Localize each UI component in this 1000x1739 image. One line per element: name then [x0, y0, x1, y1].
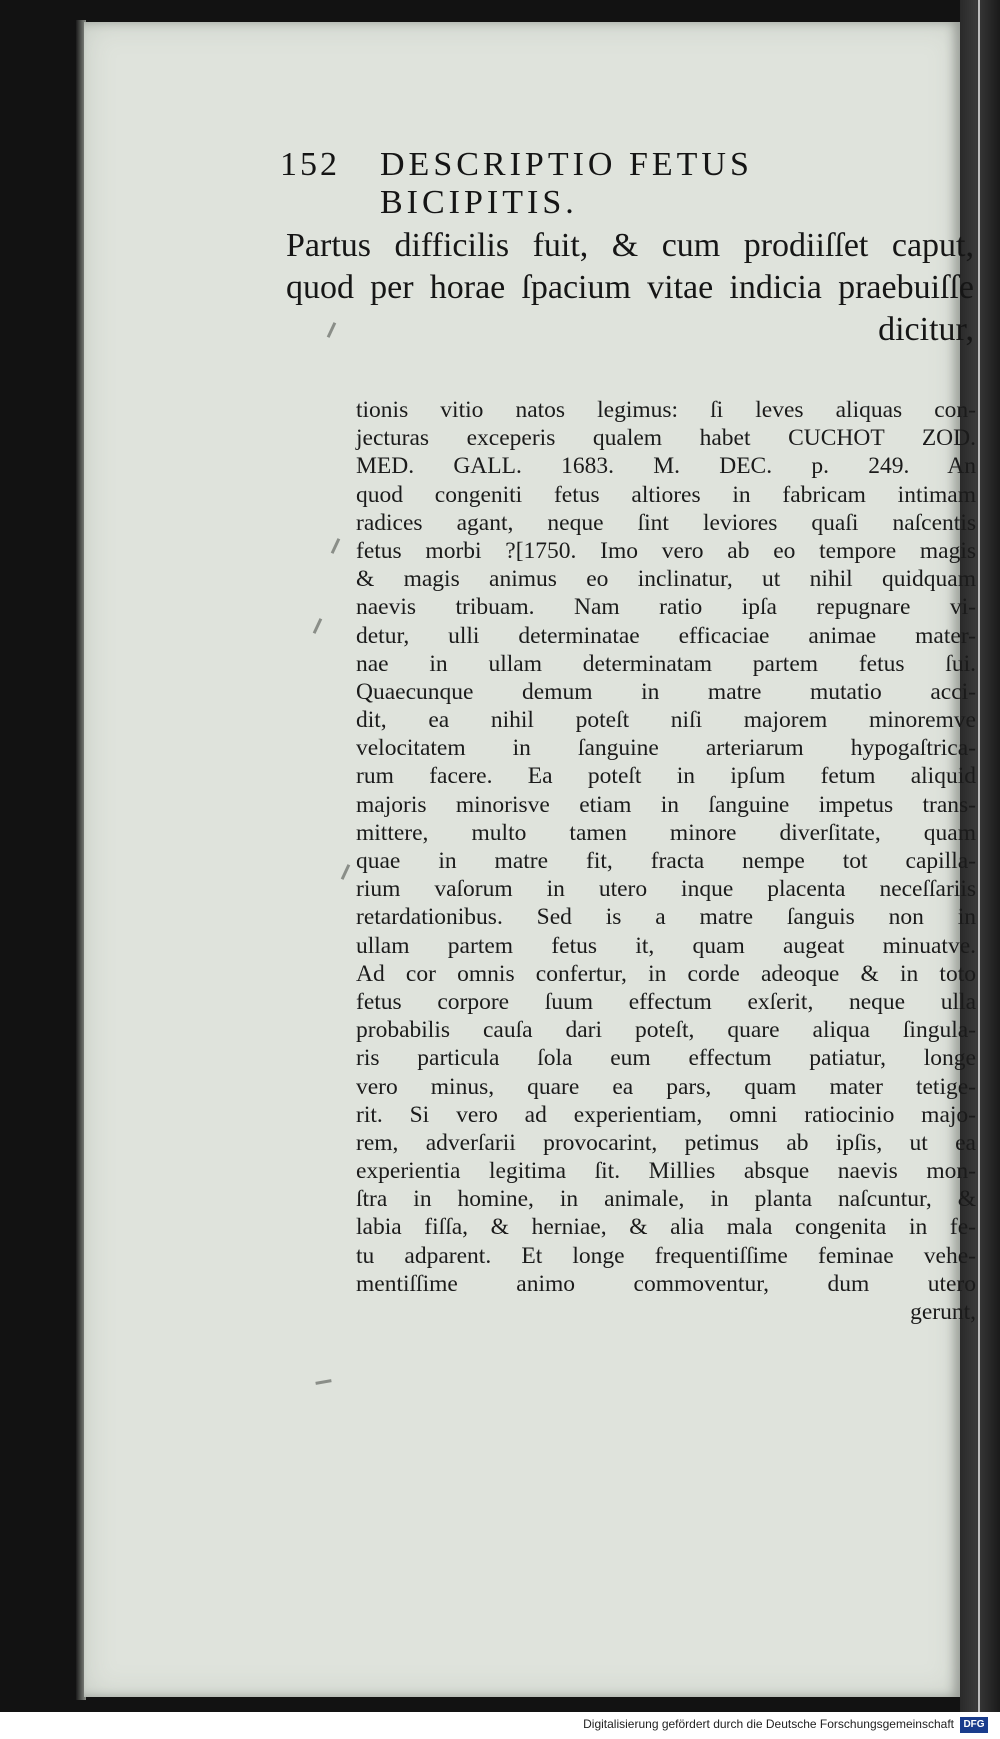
footnote-line: probabilis cauſa dari poteſt, quare aliqua ſingula-: [356, 1017, 976, 1044]
dfg-logo: DFG: [960, 1717, 988, 1733]
footnote-line: detur, ulli determinatae efficaciae animae mater-: [356, 622, 976, 649]
footnote-line: tionis vitio natos legimus: ſi leves aliquas con-: [356, 397, 976, 423]
footnote-text: [356, 396, 976, 1326]
footnote-line: Quaecunque demum in matre mutatio acci-: [356, 678, 976, 705]
footnote-line: ris particula ſola eum effectum patiatur, longe: [356, 1045, 976, 1072]
footnote-line: fetus morbi ?[1750. Imo vero ab eo tempore magis: [356, 537, 976, 564]
footnote-line: jecturas exceperis qualem habet CUCHOT ZOD.: [356, 425, 976, 452]
footnote-line: fetus corpore ſuum effectum exſerit, neque ulla: [356, 988, 976, 1015]
footnote-line: velocitatem in ſanguine arteriarum hypogaſtrica-: [356, 735, 976, 762]
footnote-line: experientia legitima ſit. Millies absque naevis mon-: [356, 1158, 976, 1185]
footnote-line: quae in matre fit, fracta nempe tot capilla-: [356, 848, 976, 874]
running-title: DESCRIPTIO FETUS BICIPITIS.: [380, 146, 753, 221]
main-text-line: Partus difficilis fuit, & cum prodiiſſet caput,: [286, 227, 974, 264]
footnote-line: tu adparent. Et longe frequentiſſime feminae vehe-: [356, 1242, 976, 1269]
main-text: [286, 225, 974, 351]
footnote-line: ſtra in homine, in animale, in planta naſcuntur, &: [356, 1186, 976, 1213]
footnote-line: retardationibus. Sed is a matre ſanguis non in: [356, 904, 976, 931]
funding-credit: Digitalisierung gefördert durch die Deutsche Forschungsgemeinschaft: [583, 1717, 954, 1731]
footnote-line: radices agant, neque ſint leviores quaſi naſcentis: [356, 509, 976, 536]
footnote-line: ullam partem fetus it, quam augeat minuatve.: [356, 932, 976, 959]
footnote-line: rem, adverſarii provocarint, petimus ab ipſis, ut ea: [356, 1129, 976, 1156]
footnote-line: mentiſſime animo commoventur, dum utero: [356, 1270, 976, 1297]
footnote-line: vero minus, quare ea pars, quam mater tetige-: [356, 1073, 976, 1100]
footnote-line: nae in ullam determinatam partem fetus ſui.: [356, 650, 976, 677]
footnote-line: mittere, multo tamen minore diverſitate, quam: [356, 819, 976, 846]
page-number: 152: [280, 146, 340, 183]
footnote-line: rum facere. Ea poteſt in ipſum fetum aliquid: [356, 763, 976, 790]
footnote-line: & magis animus eo inclinatur, ut nihil quidquam: [356, 566, 976, 593]
digitization-footer: [0, 1712, 1000, 1739]
footnote-line: gerunt,: [910, 1299, 976, 1325]
footnote-line: labia fiſſa, & herniae, & alia mala congenita in fe-: [356, 1214, 976, 1241]
main-text-line: quod per horae ſpacium vitae indicia praebuiſſe: [286, 269, 974, 306]
footnote-line: Ad cor omnis confertur, in corde adeoque & in toto: [356, 960, 976, 987]
footnote-line: rium vaſorum in utero inque placenta neceſſariis: [356, 876, 976, 903]
footnote-line: rit. Si vero ad experientiam, omni ratiocinio majo-: [356, 1101, 976, 1128]
footnote-line: quod congeniti fetus altiores in fabricam intimam: [356, 481, 976, 508]
page-header: [200, 146, 920, 221]
footnote-line: dit, ea nihil poteſt niſi majorem minoremve: [356, 707, 976, 734]
footnote-line: majoris minorisve etiam in ſanguine impetus trans-: [356, 791, 976, 818]
footnote-line: naevis tribuam. Nam ratio ipſa repugnare vi-: [356, 594, 976, 621]
footnote-line: MED. GALL. 1683. M. DEC. p. 249. An: [356, 453, 976, 480]
main-text-line: dicitur,: [878, 311, 974, 348]
margin-rule: [978, 0, 980, 1712]
